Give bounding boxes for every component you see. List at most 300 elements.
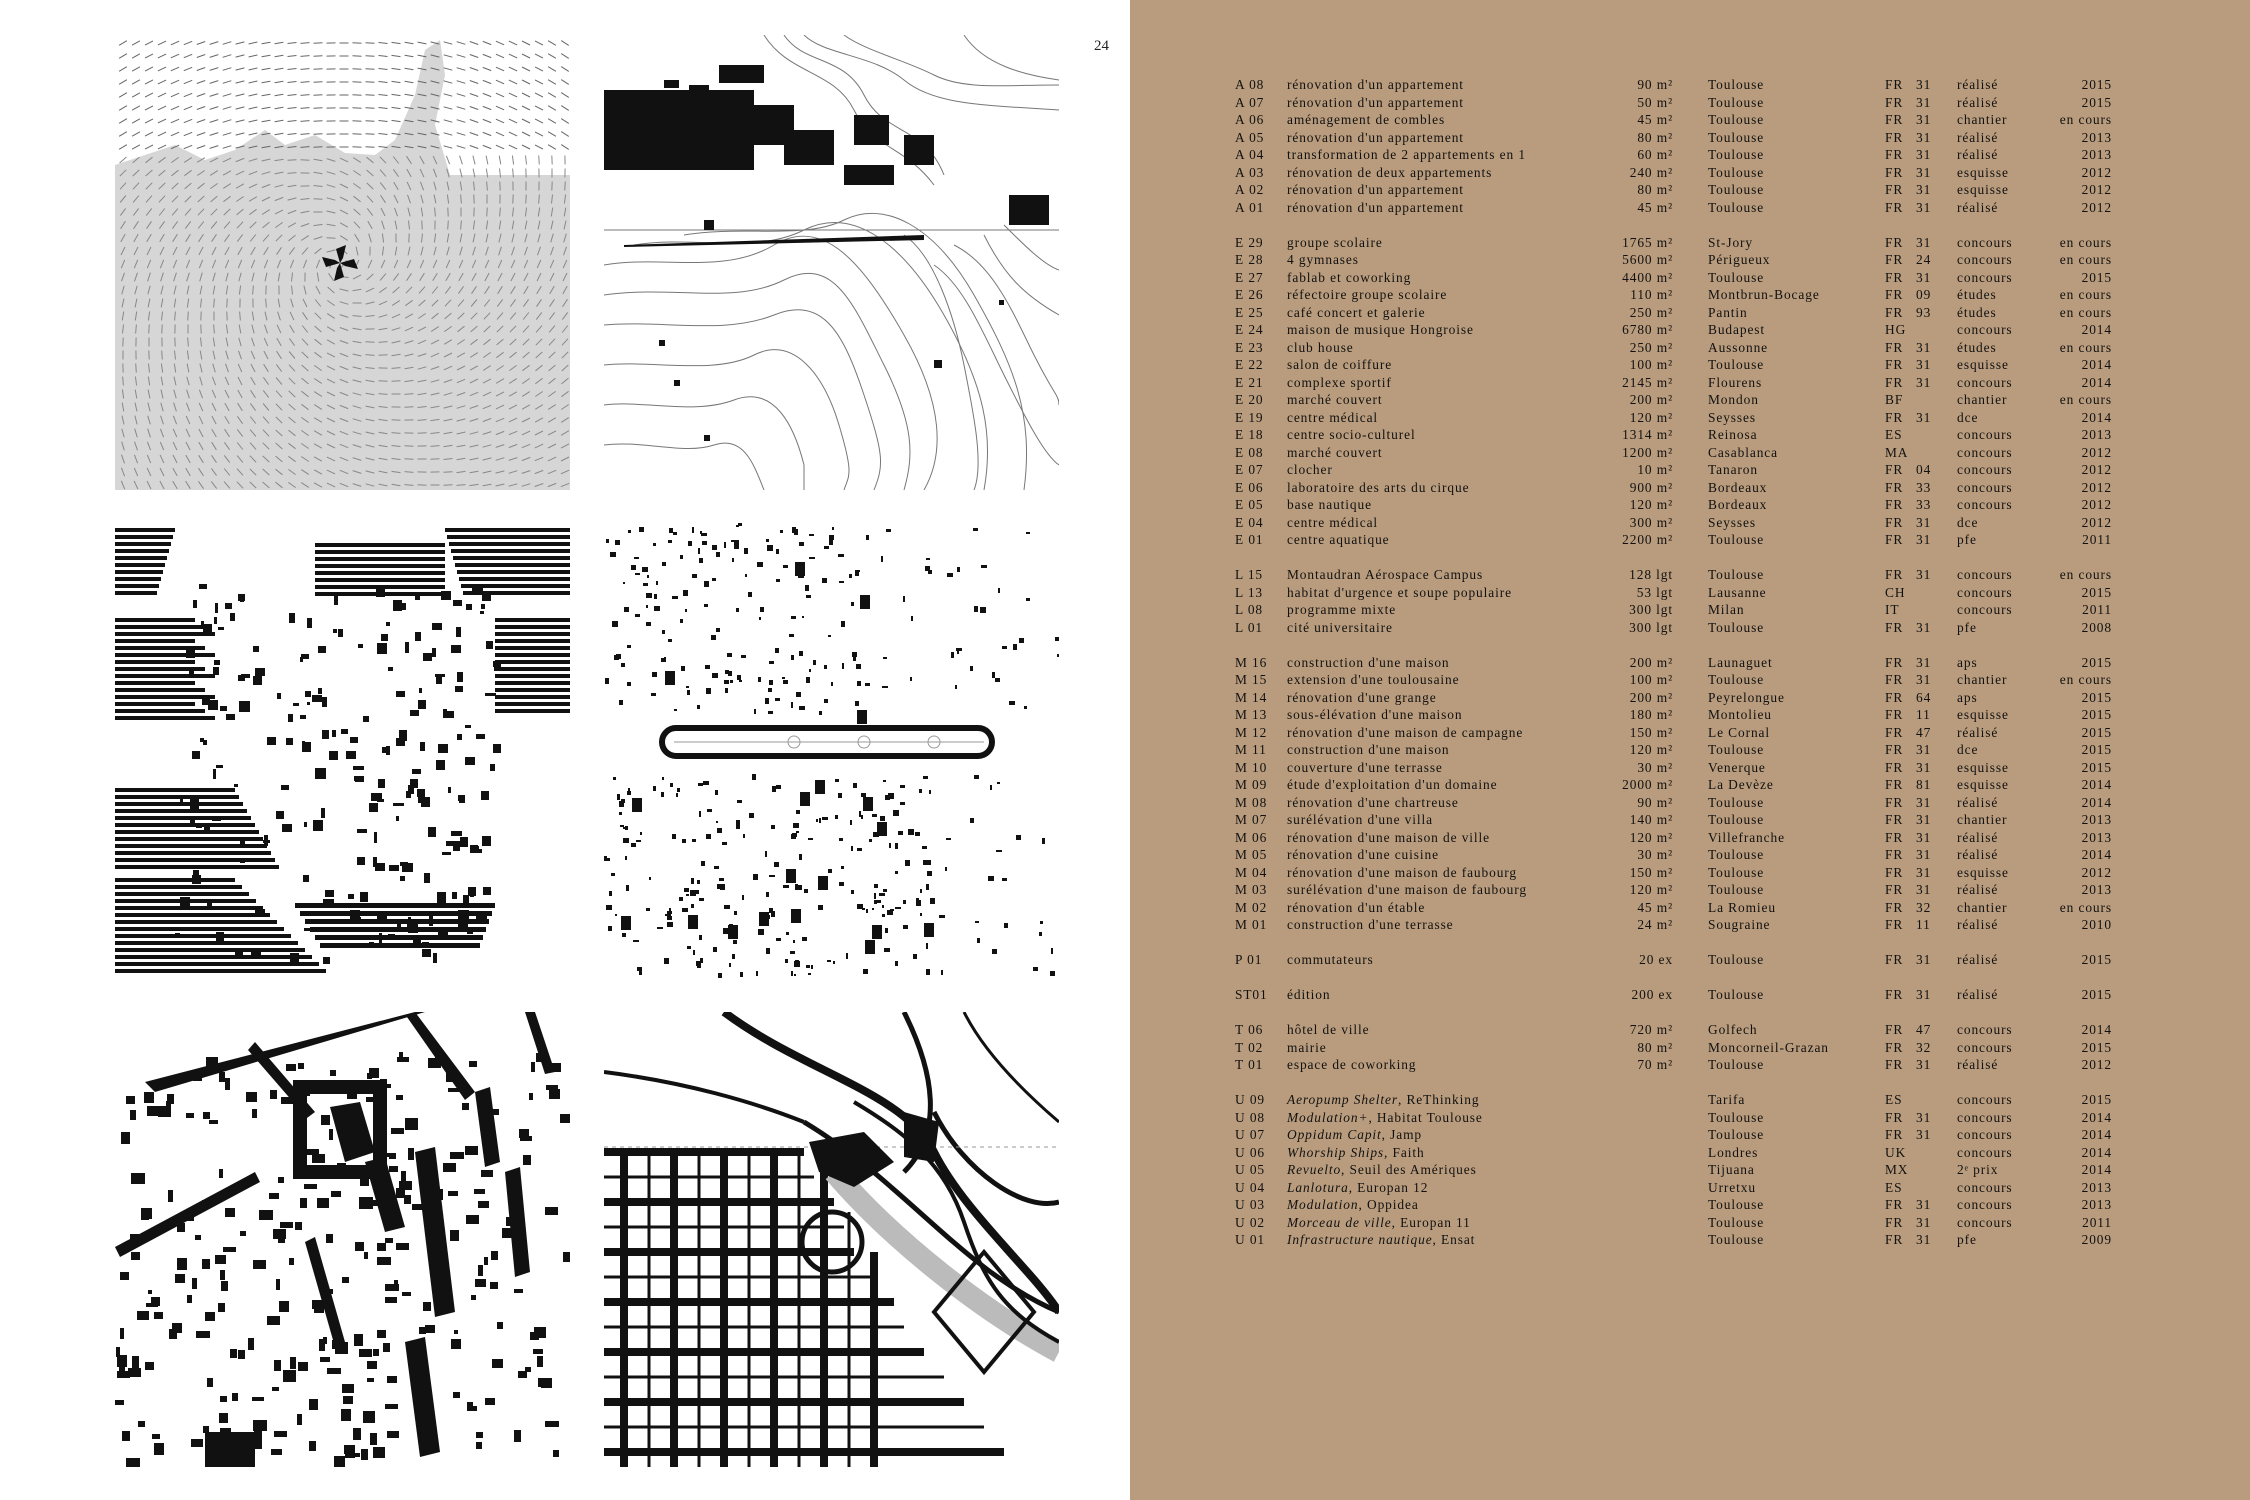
project-city: La Devèze bbox=[1708, 777, 1774, 792]
project-row bbox=[1235, 234, 2115, 252]
project-row bbox=[1235, 461, 2115, 479]
project-row bbox=[1235, 706, 2115, 724]
project-year: en cours bbox=[2059, 567, 2112, 582]
project-dep: 31 bbox=[1916, 1057, 1932, 1072]
project-code: M 08 bbox=[1235, 794, 1268, 810]
project-title bbox=[1287, 1091, 1479, 1109]
project-row bbox=[1235, 251, 2115, 269]
project-cc: FR bbox=[1885, 94, 1904, 110]
project-row bbox=[1235, 811, 2115, 829]
project-size: 240 m² bbox=[1629, 164, 1673, 180]
project-row bbox=[1235, 1144, 2115, 1162]
project-size: 1200 m² bbox=[1622, 444, 1673, 460]
project-year: 2014 bbox=[2081, 847, 2112, 862]
project-title-italic: Infrastructure nautique bbox=[1287, 1232, 1433, 1247]
project-row bbox=[1235, 444, 2115, 462]
project-size: 60 m² bbox=[1637, 147, 1673, 162]
project-size: 150 m² bbox=[1629, 724, 1673, 740]
project-dep: 31 bbox=[1916, 882, 1932, 897]
project-row bbox=[1235, 111, 2115, 129]
project-year: 2013 bbox=[2081, 829, 2112, 845]
project-status: concours bbox=[1957, 1197, 2013, 1212]
project-title-rest: , ReThinking bbox=[1397, 1092, 1480, 1107]
project-code: A 01 bbox=[1235, 199, 1265, 215]
project-dep: 31 bbox=[1916, 514, 1932, 530]
project-dep: 31 bbox=[1916, 269, 1932, 285]
project-cc: FR bbox=[1885, 252, 1904, 267]
project-code: A 04 bbox=[1235, 147, 1265, 162]
project-title-italic: Aeropump Shelter bbox=[1287, 1092, 1398, 1107]
project-code: M 03 bbox=[1235, 882, 1268, 897]
project-row bbox=[1235, 1039, 2115, 1057]
project-cc: FR bbox=[1885, 724, 1904, 740]
project-city: Tijuana bbox=[1708, 1162, 1755, 1177]
project-city: Peyrelongue bbox=[1708, 689, 1785, 705]
project-title: rénovation d'un appartement bbox=[1287, 129, 1464, 145]
project-code: E 29 bbox=[1235, 234, 1264, 250]
project-cc: MX bbox=[1885, 1162, 1909, 1177]
project-status: réalisé bbox=[1957, 77, 1999, 92]
project-dep: 31 bbox=[1916, 812, 1932, 827]
project-status: chantier bbox=[1957, 672, 2008, 687]
project-dep: 47 bbox=[1916, 724, 1932, 740]
project-dep: 31 bbox=[1916, 567, 1932, 582]
project-year: 2011 bbox=[2082, 602, 2112, 617]
project-row bbox=[1235, 199, 2115, 217]
project-cc: FR bbox=[1885, 1197, 1904, 1212]
project-status: concours bbox=[1957, 479, 2013, 495]
project-city: Toulouse bbox=[1708, 847, 1765, 862]
project-size: 300 lgt bbox=[1629, 602, 1673, 617]
project-title-italic: Lanlotura bbox=[1287, 1179, 1349, 1195]
project-city: Mondon bbox=[1708, 392, 1759, 407]
project-status: réalisé bbox=[1957, 829, 1999, 845]
project-title: Montaudran Aérospace Campus bbox=[1287, 567, 1484, 582]
project-title: laboratoire des arts du cirque bbox=[1287, 479, 1470, 495]
project-size: 120 m² bbox=[1629, 882, 1673, 897]
project-status: esquisse bbox=[1957, 759, 2009, 775]
project-city: Londres bbox=[1708, 1144, 1759, 1160]
project-row bbox=[1235, 846, 2115, 864]
project-year: en cours bbox=[2059, 234, 2112, 250]
project-city: Moncorneil-Grazan bbox=[1708, 1039, 1829, 1055]
project-size: 250 m² bbox=[1629, 339, 1673, 355]
project-city: Toulouse bbox=[1708, 94, 1765, 110]
project-cc: FR bbox=[1885, 479, 1904, 495]
project-status: pfe bbox=[1957, 1232, 1977, 1247]
project-dep: 32 bbox=[1916, 1039, 1932, 1055]
project-row bbox=[1235, 479, 2115, 497]
project-title: habitat d'urgence et soupe populaire bbox=[1287, 584, 1512, 600]
project-size: 5600 m² bbox=[1622, 252, 1673, 267]
airfield-drawing bbox=[604, 523, 1059, 978]
project-year: en cours bbox=[2059, 287, 2112, 302]
project-year: 2012 bbox=[2081, 479, 2112, 495]
project-cc: FR bbox=[1885, 567, 1904, 582]
project-title: centre socio-culturel bbox=[1287, 427, 1416, 442]
project-status: concours bbox=[1957, 1179, 2013, 1195]
project-year: 2015 bbox=[2081, 94, 2112, 110]
project-status: concours bbox=[1957, 269, 2013, 285]
project-year: 2015 bbox=[2081, 707, 2112, 722]
project-size: 45 m² bbox=[1637, 899, 1673, 915]
project-title: cité universitaire bbox=[1287, 619, 1393, 635]
project-dep: 31 bbox=[1916, 164, 1932, 180]
project-cc: FR bbox=[1885, 1109, 1904, 1125]
project-status: réalisé bbox=[1957, 882, 1999, 897]
project-code: U 05 bbox=[1235, 1162, 1266, 1177]
project-code: A 06 bbox=[1235, 112, 1265, 127]
project-dep: 31 bbox=[1916, 672, 1932, 687]
project-city: Tanaron bbox=[1708, 462, 1758, 477]
project-size: 30 m² bbox=[1637, 759, 1673, 775]
project-dep: 31 bbox=[1916, 112, 1932, 127]
project-status: études bbox=[1957, 287, 1997, 302]
project-cc: FR bbox=[1885, 462, 1904, 477]
project-status: pfe bbox=[1957, 619, 1977, 635]
project-size: 720 m² bbox=[1629, 1022, 1673, 1037]
project-status: réalisé bbox=[1957, 987, 1999, 1002]
project-size: 50 m² bbox=[1637, 94, 1673, 110]
project-year: en cours bbox=[2059, 252, 2112, 267]
project-code: M 07 bbox=[1235, 812, 1268, 827]
project-city: Budapest bbox=[1708, 322, 1766, 337]
project-city: Tarifa bbox=[1708, 1092, 1746, 1107]
project-code: M 14 bbox=[1235, 689, 1268, 705]
project-cc: ES bbox=[1885, 427, 1903, 442]
project-year: 2012 bbox=[2081, 1057, 2112, 1072]
project-size: 24 m² bbox=[1637, 917, 1673, 932]
project-title: programme mixte bbox=[1287, 602, 1397, 617]
project-cc: FR bbox=[1885, 952, 1904, 967]
project-size: 250 m² bbox=[1629, 304, 1673, 320]
project-size: 45 m² bbox=[1637, 199, 1673, 215]
project-year: 2012 bbox=[2081, 864, 2112, 880]
project-dep: 31 bbox=[1916, 1232, 1932, 1247]
project-title-rest: , Seuil des Amériques bbox=[1341, 1162, 1477, 1177]
project-status: dce bbox=[1957, 742, 1979, 757]
project-size: 300 m² bbox=[1629, 514, 1673, 530]
project-code: A 02 bbox=[1235, 182, 1265, 197]
project-cc: FR bbox=[1885, 1022, 1904, 1037]
project-year: 2014 bbox=[2081, 357, 2112, 372]
project-city: Toulouse bbox=[1708, 794, 1765, 810]
project-row bbox=[1235, 391, 2115, 409]
project-dep: 31 bbox=[1916, 94, 1932, 110]
project-title-rest: , Europan 12 bbox=[1348, 1179, 1429, 1195]
project-code: E 18 bbox=[1235, 427, 1264, 442]
project-row bbox=[1235, 1179, 2115, 1197]
project-year: 2014 bbox=[2081, 1127, 2112, 1142]
project-code: E 01 bbox=[1235, 532, 1264, 547]
group-spacer bbox=[1235, 969, 2115, 987]
project-city: Sougraine bbox=[1708, 917, 1771, 932]
project-status: concours bbox=[1957, 1109, 2013, 1125]
project-status: réalisé bbox=[1957, 847, 1999, 862]
project-status: chantier bbox=[1957, 112, 2008, 127]
project-dep: 32 bbox=[1916, 899, 1932, 915]
project-dep: 31 bbox=[1916, 1197, 1932, 1212]
project-size: 100 m² bbox=[1629, 357, 1673, 372]
project-status: aps bbox=[1957, 689, 1978, 705]
project-cc: FR bbox=[1885, 1232, 1904, 1247]
project-title-italic: Oppidum Capit bbox=[1287, 1127, 1382, 1142]
project-size: 30 m² bbox=[1637, 847, 1673, 862]
project-city: Toulouse bbox=[1708, 1109, 1765, 1125]
project-dep: 31 bbox=[1916, 234, 1932, 250]
project-title bbox=[1287, 1196, 1419, 1214]
project-code: E 21 bbox=[1235, 374, 1264, 390]
project-status: réalisé bbox=[1957, 724, 1999, 740]
project-city: Toulouse bbox=[1708, 987, 1765, 1002]
project-city: Toulouse bbox=[1708, 952, 1765, 967]
project-year: 2015 bbox=[2081, 952, 2112, 967]
project-city: Toulouse bbox=[1708, 199, 1765, 215]
project-cc: FR bbox=[1885, 269, 1904, 285]
project-year: 2015 bbox=[2081, 269, 2112, 285]
project-cc: FR bbox=[1885, 304, 1904, 320]
project-status: réalisé bbox=[1957, 794, 1999, 810]
project-row bbox=[1235, 321, 2115, 339]
project-city: Launaguet bbox=[1708, 654, 1773, 670]
project-status: concours bbox=[1957, 497, 2013, 512]
project-status: concours bbox=[1957, 322, 2013, 337]
project-title: sous-élévation d'une maison bbox=[1287, 707, 1463, 722]
project-year: en cours bbox=[2059, 392, 2112, 407]
project-code: U 02 bbox=[1235, 1214, 1266, 1230]
project-cc: FR bbox=[1885, 777, 1904, 792]
project-title: rénovation d'une cuisine bbox=[1287, 847, 1439, 862]
project-title: rénovation d'une maison de faubourg bbox=[1287, 864, 1518, 880]
project-dep: 64 bbox=[1916, 689, 1932, 705]
project-size: 90 m² bbox=[1637, 77, 1673, 92]
project-size: 180 m² bbox=[1629, 707, 1673, 722]
group-spacer bbox=[1235, 636, 2115, 654]
project-city: Bordeaux bbox=[1708, 497, 1768, 512]
project-cc: MA bbox=[1885, 444, 1909, 460]
project-city: Toulouse bbox=[1708, 742, 1765, 757]
project-dep: 47 bbox=[1916, 1022, 1932, 1037]
project-year: en cours bbox=[2059, 899, 2112, 915]
project-code: E 05 bbox=[1235, 497, 1264, 512]
project-title: édition bbox=[1287, 987, 1331, 1002]
project-size: 80 m² bbox=[1637, 129, 1673, 145]
project-cc: FR bbox=[1885, 864, 1904, 880]
project-size: 4400 m² bbox=[1622, 269, 1673, 285]
project-row bbox=[1235, 339, 2115, 357]
project-size: 80 m² bbox=[1637, 1039, 1673, 1055]
project-cc: ES bbox=[1885, 1092, 1903, 1107]
project-city: Toulouse bbox=[1708, 112, 1765, 127]
project-cc: FR bbox=[1885, 689, 1904, 705]
project-row bbox=[1235, 1161, 2115, 1179]
project-dep: 31 bbox=[1916, 129, 1932, 145]
project-code: U 04 bbox=[1235, 1179, 1266, 1195]
project-status: concours bbox=[1957, 1039, 2013, 1055]
project-year: en cours bbox=[2059, 112, 2112, 127]
project-city: Toulouse bbox=[1708, 567, 1765, 582]
project-year: 2013 bbox=[2081, 1197, 2112, 1212]
project-cc: FR bbox=[1885, 514, 1904, 530]
project-title: réfectoire groupe scolaire bbox=[1287, 287, 1448, 302]
project-status: réalisé bbox=[1957, 147, 1999, 162]
project-cc: ES bbox=[1885, 1179, 1903, 1195]
project-title: couverture d'une terrasse bbox=[1287, 759, 1443, 775]
project-dep: 31 bbox=[1916, 742, 1932, 757]
project-row bbox=[1235, 916, 2115, 934]
project-cc: FR bbox=[1885, 759, 1904, 775]
project-title-rest: , Ensat bbox=[1432, 1232, 1476, 1247]
project-title: rénovation d'un appartement bbox=[1287, 77, 1464, 92]
project-row bbox=[1235, 654, 2115, 672]
project-code: M 09 bbox=[1235, 777, 1268, 792]
project-title: commutateurs bbox=[1287, 952, 1374, 967]
project-title bbox=[1287, 1231, 1475, 1249]
project-status: concours bbox=[1957, 1092, 2013, 1107]
project-code: P 01 bbox=[1235, 952, 1263, 967]
project-code: M 15 bbox=[1235, 672, 1268, 687]
project-title: marché couvert bbox=[1287, 444, 1383, 460]
project-size: 45 m² bbox=[1637, 112, 1673, 127]
project-status: concours bbox=[1957, 1022, 2013, 1037]
project-row bbox=[1235, 741, 2115, 759]
project-size: 200 m² bbox=[1629, 689, 1673, 705]
project-status: réalisé bbox=[1957, 952, 1999, 967]
project-year: 2015 bbox=[2081, 724, 2112, 740]
project-cc: IT bbox=[1885, 602, 1900, 617]
project-row bbox=[1235, 181, 2115, 199]
project-cc: FR bbox=[1885, 129, 1904, 145]
project-title: espace de coworking bbox=[1287, 1057, 1417, 1072]
group-spacer bbox=[1235, 1074, 2115, 1092]
block-figure-ground bbox=[115, 1012, 570, 1467]
project-title bbox=[1287, 1144, 1425, 1162]
project-size: 120 m² bbox=[1629, 497, 1673, 512]
project-title: club house bbox=[1287, 339, 1354, 355]
project-title: rénovation d'une grange bbox=[1287, 689, 1437, 705]
project-status: dce bbox=[1957, 514, 1979, 530]
project-year: 2015 bbox=[2081, 987, 2112, 1002]
project-year: 2014 bbox=[2081, 1022, 2112, 1037]
project-city: Reinosa bbox=[1708, 427, 1758, 442]
project-title-rest: , Oppidea bbox=[1358, 1197, 1419, 1212]
project-year: 2014 bbox=[2081, 777, 2112, 792]
project-cc: FR bbox=[1885, 847, 1904, 862]
project-row bbox=[1235, 409, 2115, 427]
project-dep: 31 bbox=[1916, 409, 1932, 425]
airfield-urban-plan bbox=[604, 523, 1059, 978]
project-status: esquisse bbox=[1957, 182, 2009, 197]
project-code: T 01 bbox=[1235, 1057, 1264, 1072]
project-code: U 01 bbox=[1235, 1232, 1266, 1247]
project-code: L 15 bbox=[1235, 567, 1264, 582]
project-title bbox=[1287, 1214, 1471, 1232]
project-year: 2015 bbox=[2081, 742, 2112, 757]
project-year: 2012 bbox=[2081, 462, 2112, 477]
project-year: 2015 bbox=[2081, 689, 2112, 705]
project-size: 6780 m² bbox=[1622, 322, 1673, 337]
project-size: 200 ex bbox=[1631, 987, 1673, 1002]
project-cc: BF bbox=[1885, 392, 1904, 407]
project-dep: 31 bbox=[1916, 357, 1932, 372]
project-dep: 31 bbox=[1916, 339, 1932, 355]
project-status: réalisé bbox=[1957, 917, 1999, 932]
project-size: 900 m² bbox=[1629, 479, 1673, 495]
project-code: E 20 bbox=[1235, 392, 1264, 407]
project-code: E 25 bbox=[1235, 304, 1264, 320]
project-size: 128 lgt bbox=[1629, 567, 1673, 582]
street-network-plan bbox=[604, 1012, 1059, 1467]
project-dep: 31 bbox=[1916, 619, 1932, 635]
project-city: Toulouse bbox=[1708, 882, 1765, 897]
project-code: U 09 bbox=[1235, 1092, 1266, 1107]
block-drawing bbox=[115, 1012, 570, 1467]
project-year: 2015 bbox=[2081, 1092, 2112, 1107]
project-dep: 11 bbox=[1916, 707, 1931, 722]
project-status: esquisse bbox=[1957, 357, 2009, 372]
project-row bbox=[1235, 794, 2115, 812]
project-title: surélévation d'une maison de faubourg bbox=[1287, 882, 1527, 897]
project-year: 2011 bbox=[2082, 532, 2112, 547]
project-status: esquisse bbox=[1957, 864, 2009, 880]
project-year: 2014 bbox=[2081, 409, 2112, 425]
project-row bbox=[1235, 724, 2115, 742]
project-city: Toulouse bbox=[1708, 672, 1765, 687]
project-code: U 03 bbox=[1235, 1197, 1266, 1212]
project-dep: 31 bbox=[1916, 147, 1932, 162]
project-title: rénovation de deux appartements bbox=[1287, 164, 1493, 180]
project-size: 200 m² bbox=[1629, 392, 1673, 407]
project-size: 300 lgt bbox=[1629, 619, 1673, 635]
project-cc: FR bbox=[1885, 409, 1904, 425]
project-city: Toulouse bbox=[1708, 1127, 1765, 1142]
project-city: La Romieu bbox=[1708, 899, 1776, 915]
project-row bbox=[1235, 269, 2115, 287]
project-status: chantier bbox=[1957, 812, 2008, 827]
project-row bbox=[1235, 951, 2115, 969]
project-size: 110 m² bbox=[1630, 287, 1673, 302]
project-title: rénovation d'un étable bbox=[1287, 899, 1426, 915]
project-title-italic: Whorship Ships bbox=[1287, 1144, 1385, 1160]
project-size: 1314 m² bbox=[1622, 427, 1673, 442]
project-cc: FR bbox=[1885, 829, 1904, 845]
project-status: concours bbox=[1957, 602, 2013, 617]
wind-field-plan bbox=[115, 35, 570, 490]
project-city: Toulouse bbox=[1708, 812, 1765, 827]
project-title: construction d'une maison bbox=[1287, 654, 1450, 670]
project-year: 2013 bbox=[2081, 147, 2112, 162]
project-year: 2015 bbox=[2081, 759, 2112, 775]
project-status: aps bbox=[1957, 654, 1978, 670]
project-dep: 31 bbox=[1916, 847, 1932, 862]
project-cc: FR bbox=[1885, 287, 1904, 302]
project-dep: 31 bbox=[1916, 987, 1932, 1002]
project-year: en cours bbox=[2059, 672, 2112, 687]
project-city: Aussonne bbox=[1708, 339, 1769, 355]
project-title-italic: Morceau de ville bbox=[1287, 1214, 1392, 1230]
project-title: transformation de 2 appartements en 1 bbox=[1287, 147, 1526, 162]
project-row bbox=[1235, 1196, 2115, 1214]
project-row bbox=[1235, 689, 2115, 707]
project-city: Toulouse bbox=[1708, 357, 1765, 372]
project-cc: FR bbox=[1885, 654, 1904, 670]
project-title: construction d'une maison bbox=[1287, 742, 1450, 757]
project-year: 2012 bbox=[2081, 182, 2112, 197]
project-cc: FR bbox=[1885, 112, 1904, 127]
project-code: A 07 bbox=[1235, 94, 1265, 110]
project-size: 70 m² bbox=[1637, 1057, 1673, 1072]
project-cc: FR bbox=[1885, 147, 1904, 162]
